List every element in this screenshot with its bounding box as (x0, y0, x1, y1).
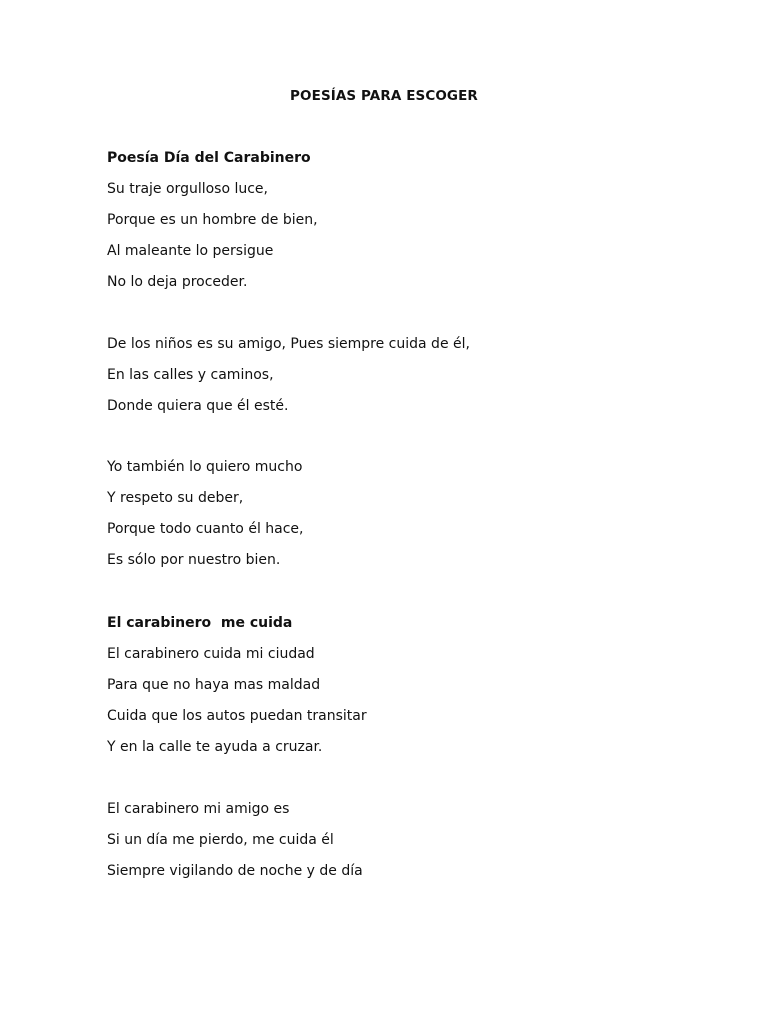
poem-line: El carabinero mi amigo es (107, 801, 290, 817)
poem-line: De los niños es su amigo, Pues siempre cuida de él, (107, 336, 470, 352)
poem-line: En las calles y caminos, (107, 367, 274, 383)
document-title: POESÍAS PARA ESCOGER (290, 88, 478, 104)
poem-line: Es sólo por nuestro bien. (107, 552, 281, 568)
poem-line: No lo deja proceder. (107, 274, 248, 290)
poem-line: Siempre vigilando de noche y de día (107, 863, 363, 879)
poem-line: Y en la calle te ayuda a cruzar. (107, 739, 323, 755)
poem-line: Cuida que los autos puedan transitar (107, 708, 367, 724)
poem-line: Y respeto su deber, (107, 490, 244, 506)
poem-line: Donde quiera que él esté. (107, 398, 289, 414)
poem-line: Al maleante lo persigue (107, 243, 274, 259)
poem-line: El carabinero cuida mi ciudad (107, 646, 315, 662)
poem-line: Si un día me pierdo, me cuida él (107, 832, 334, 848)
poem-heading: El carabinero me cuida (107, 615, 293, 631)
poem-heading: Poesía Día del Carabinero (107, 150, 311, 166)
poem-line: Yo también lo quiero mucho (107, 459, 303, 475)
poem-line: Su traje orgulloso luce, (107, 181, 268, 197)
poem-line: Para que no haya mas maldad (107, 677, 321, 693)
poem-line: Porque es un hombre de bien, (107, 212, 318, 228)
poem-line: Porque todo cuanto él hace, (107, 521, 304, 537)
